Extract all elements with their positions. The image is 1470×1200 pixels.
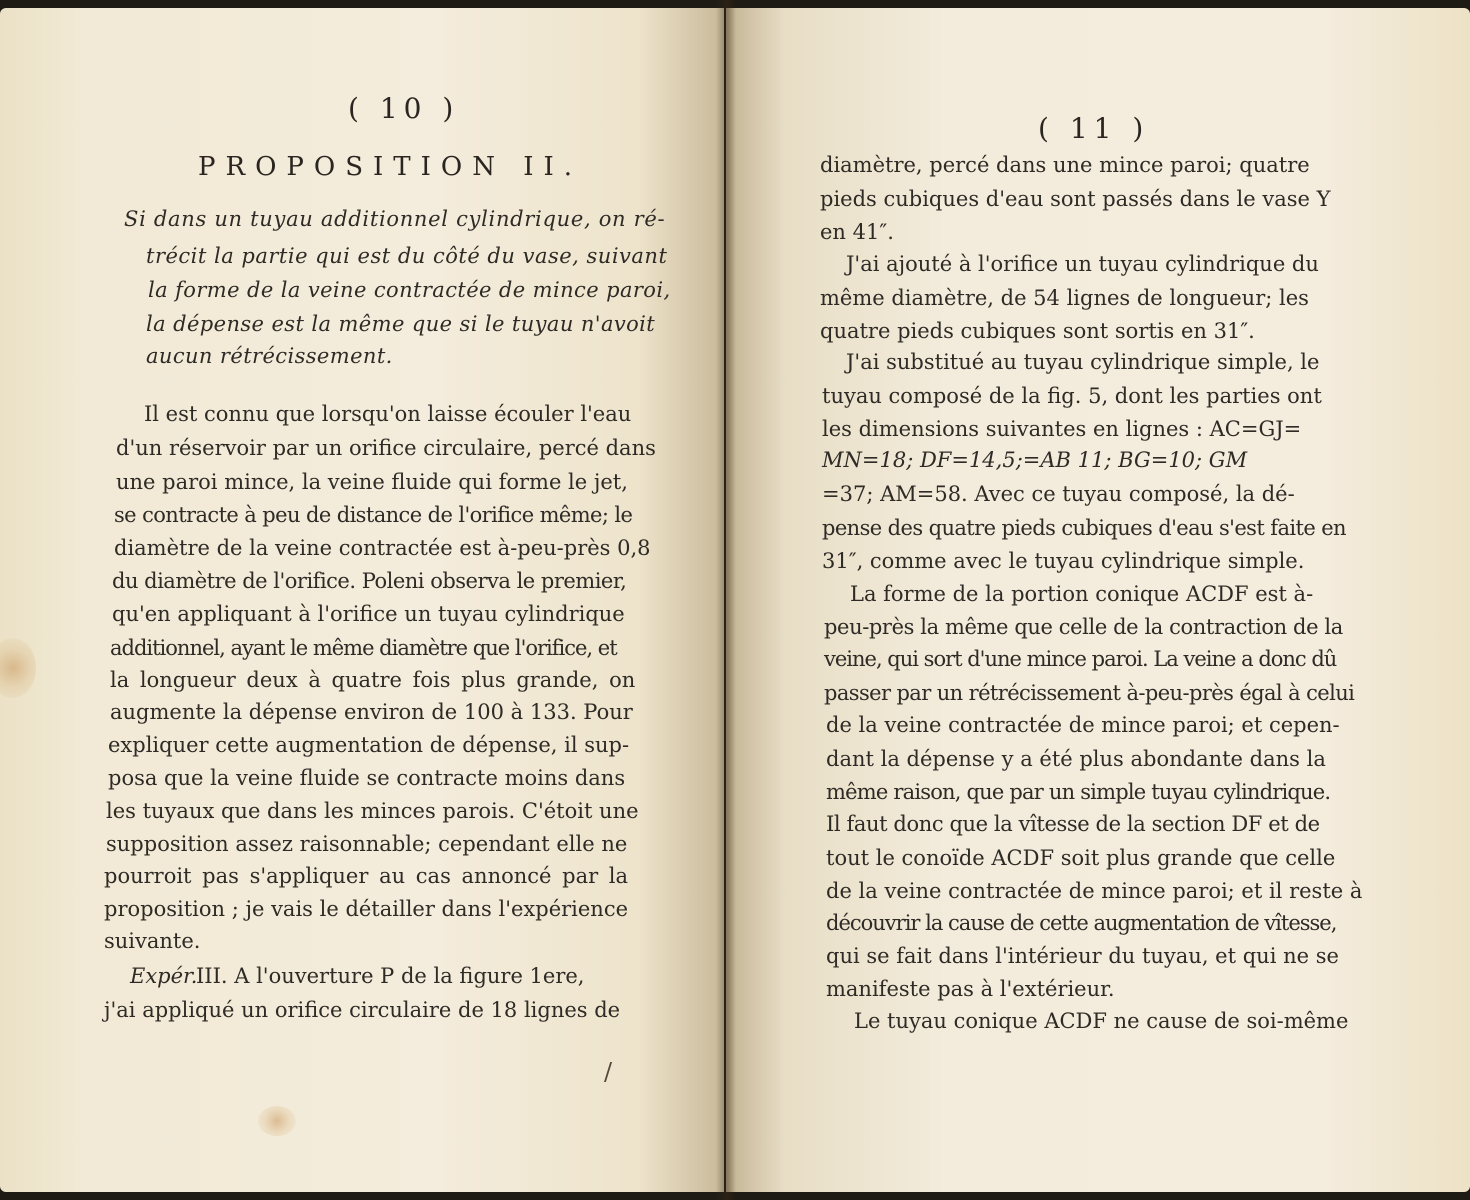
proposition-line: trécit la partie qui est du côté du vase, suivant [146,244,668,268]
bottom-mark: / [604,1058,613,1086]
body-line: diamètre, percé dans une mince paroi; quatre [820,153,1310,177]
body-line: qui se fait dans l'intérieur du tuyau, et qui ne se [826,944,1339,968]
right-page [726,8,1470,1192]
body-line: diamètre de la veine contractée est à-peu-près 0,8 [114,536,651,560]
body-line: posa que la veine fluide se contracte moins dans [108,766,626,790]
body-line: La forme de la portion conique ACDF est à- [850,582,1314,606]
body-line: tuyau composé de la fig. 5, dont les parties ont [822,384,1322,408]
proposition-line: la dépense est la même que si le tuyau n'avoit [146,312,656,336]
page-number-right: ( 11 ) [1038,112,1150,145]
body-line: peu-près la même que celle de la contraction de la [824,615,1343,639]
proposition-line: Si dans un tuyau additionnel cylindrique, on ré- [124,207,666,231]
body-line: Le tuyau conique ACDF ne cause de soi-même [854,1009,1349,1033]
body-line: additionnel, ayant le même diamètre que l'orifice, et [110,636,617,660]
body-line: expliquer cette augmentation de dépense, il sup- [108,733,630,757]
body-line: même raison, que par un simple tuyau cylindrique. [826,780,1331,804]
body-line: de la veine contractée de mince paroi; et cepen- [826,713,1340,737]
body-line: quatre pieds cubiques sont sortis en 31″. [820,319,1255,343]
proposition-line: aucun rétrécissement. [146,344,393,368]
body-line: MN=18; DF=14,5;=AB 11; BG=10; GM [822,448,1248,472]
body-line: la longueur deux à quatre fois plus grande, on [110,668,636,692]
experiment-line: j'ai appliqué un orifice circulaire de 18 lignes de [104,998,621,1022]
experiment-line: III. A l'ouverture P de la figure 1ere, [196,964,585,988]
body-line: du diamètre de l'orifice. Poleni observa le premier, [112,569,627,593]
body-line: supposition assez raisonnable; cependant elle ne [106,832,628,856]
body-line: qu'en appliquant à l'orifice un tuyau cylindrique [112,602,625,626]
body-line: J'ai ajouté à l'orifice un tuyau cylindrique du [846,252,1319,276]
body-line: J'ai substitué au tuyau cylindrique simple, le [846,350,1320,374]
body-line: de la veine contractée de mince paroi; et il reste à [826,879,1363,903]
book-gutter [716,0,736,1200]
body-line: les dimensions suivantes en lignes : AC=GJ= [822,417,1302,441]
body-line: se contracte à peu de distance de l'orifice même; le [114,503,633,527]
body-line: veine, qui sort d'une mince paroi. La veine a donc dû [824,647,1337,671]
body-line: même diamètre, de 54 lignes de longueur; les [820,286,1309,310]
body-line: augmente la dépense environ de 100 à 133. Pour [110,700,633,724]
body-line: tout le conoïde ACDF soit plus grande que celle [826,846,1336,870]
body-line: passer par un rétrécissement à-peu-près égal à celui [824,681,1355,705]
page-number-left: ( 10 ) [348,92,460,125]
body-line: manifeste pas à l'extérieur. [826,977,1115,1001]
body-line: découvrir la cause de cette augmentation de vîtesse, [826,911,1337,935]
experiment-label: Expér. [130,964,198,988]
proposition-line: la forme de la veine contractée de mince paroi, [148,278,671,302]
body-line: proposition ; je vais le détailler dans l'expérience [104,897,629,921]
body-line: pourroit pas s'appliquer au cas annoncé par la [104,864,629,888]
proposition-heading: PROPOSITION II. [198,152,583,182]
body-line: en 41″. [820,220,894,244]
body-line: =37; AM=58. Avec ce tuyau composé, la dé- [822,482,1295,506]
body-line: 31″, comme avec le tuyau cylindrique simple. [822,549,1305,573]
body-line: pense des quatre pieds cubiques d'eau s'est faite en [822,516,1346,540]
body-line: une paroi mince, la veine fluide qui forme le jet, [116,470,628,494]
body-line: Il est connu que lorsqu'on laisse écouler l'eau [144,402,632,426]
stain-left-bottom [258,1106,296,1136]
body-line: Il faut donc que la vîtesse de la section DF et de [826,812,1320,836]
body-line: suivante. [104,929,201,953]
left-page [0,8,724,1192]
body-line: pieds cubiques d'eau sont passés dans le vase Y [820,187,1331,211]
body-line: les tuyaux que dans les minces parois. C'étoit une [106,799,639,823]
body-line: dant la dépense y a été plus abondante dans la [826,747,1326,771]
stain-left-edge [0,638,36,698]
body-line: d'un réservoir par un orifice circulaire, percé dans [116,436,656,460]
